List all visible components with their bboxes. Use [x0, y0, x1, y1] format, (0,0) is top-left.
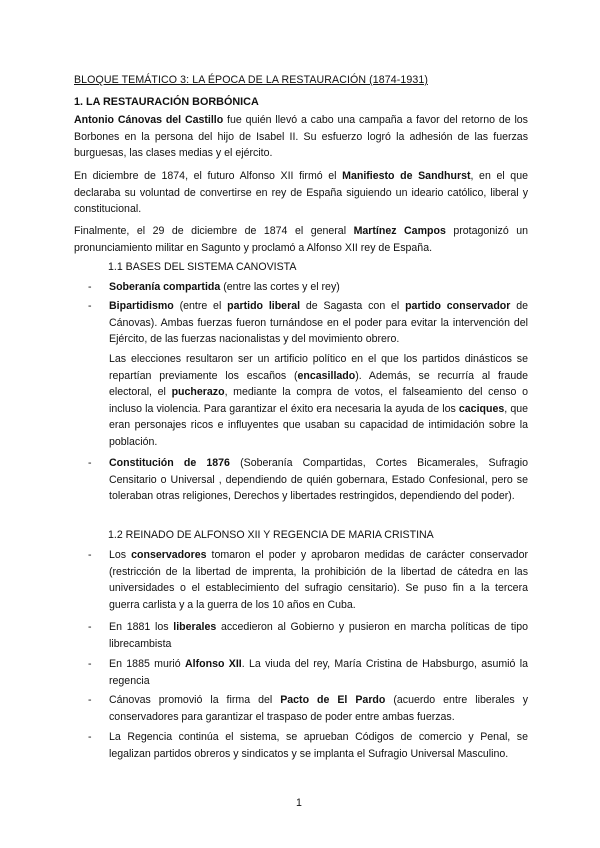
dash-marker: - — [88, 731, 92, 743]
dash-marker: - — [88, 457, 92, 469]
dash-marker: - — [88, 300, 92, 312]
paragraph-martinez-campos: Finalmente, el 29 de diciembre de 1874 el general Martínez Campos protagonizó un pronunciamiento militar en Sagunto y proclamó a Alfonso XII rey de España. — [74, 225, 528, 254]
paragraph-sandhurst: En diciembre de 1874, el futuro Alfonso XII firmó el Manifiesto de Sandhurst, en el que declaraba su voluntad de convertirse en rey de España siguiendo un ideario católico, liberal y constitucional. — [74, 170, 528, 216]
dash-marker: - — [88, 549, 92, 561]
page-number: 1 — [296, 797, 302, 809]
list-item: - Bipartidismo (entre el partido liberal de Sagasta con el partido conservador de Cánovas). Ambas fuerzas fueron turnándose en el poder para evitar la intervención del Ejército, de las fuerzas nacionalistas y del movimiento obrero. — [88, 300, 528, 346]
dash-marker: - — [88, 694, 92, 706]
paragraph-canovas: Antonio Cánovas del Castillo fue quién llevó a cabo una campaña a favor del retorno de los Borbones en la persona del hijo de Isabel II. Su esfuerzo logró la adhesión de las fuerzas burguesas, las clases medias y el ejército. — [74, 114, 528, 160]
section-title: 1. LA RESTAURACIÓN BORBÓNICA — [74, 96, 259, 108]
subsection-title-reinado: 1.2 REINADO DE ALFONSO XII Y REGENCIA DE MARIA CRISTINA — [108, 529, 434, 541]
dash-marker: - — [88, 658, 92, 670]
list-item: - La Regencia continúa el sistema, se aprueban Códigos de comercio y Penal, se legalizan partidos obreros y sindicatos y se implanta el Sufragio Universal Masculino. — [88, 731, 528, 760]
list-item: - Soberanía compartida (entre las cortes y el rey) — [88, 279, 528, 296]
list-item: - Constitución de 1876 (Soberanía Compartidas, Cortes Bicamerales, Sufragio Censitario o Universal , dependiendo de quién gobernara, Estado Confesional, pero se toleraban otras religiones, Derechos y libertades restringidos, dependiendo del poder). — [88, 457, 528, 503]
list-item: - Los conservadores tomaron el poder y aprobaron medidas de carácter conservador (restricción de la libertad de imprenta, la prohibición de la libertad de cátedra en las universidades o el establecimiento del sufragio censitario). Se puso fin a la tercera guerra carlista y a la guerra de los 10 años en Cuba. — [88, 549, 528, 611]
list-item: - En 1885 murió Alfonso XII. La viuda del rey, María Cristina de Habsburgo, asumió la regencia — [88, 658, 528, 687]
dash-marker: - — [88, 281, 92, 293]
elections-note: Las elecciones resultaron ser un artificio político en el que los partidos dinásticos se repartían previamente los escaños (encasillado). Además, se recurría al fraude electoral, el pucherazo, mediante la compra de votos, el falseamiento del censo o incluso la violencia. Para garantizar el éxito era necesaria la ayuda de los caciques, que eran personajes ricos e influyentes que usaban su capacidad de intimidación sobre la población. — [109, 353, 529, 448]
list-item: - En 1881 los liberales accedieron al Gobierno y pusieron en marcha políticas de tipo librecambista — [88, 621, 528, 650]
dash-marker: - — [88, 621, 92, 633]
document-title: BLOQUE TEMÁTICO 3: LA ÉPOCA DE LA RESTAURACIÓN (1874-1931) — [74, 74, 428, 86]
subsection-title-bases: 1.1 BASES DEL SISTEMA CANOVISTA — [108, 261, 297, 273]
list-item: - Cánovas promovió la firma del Pacto de El Pardo (acuerdo entre liberales y conservadores para garantizar el traspaso de poder entre ambas fuerzas. — [88, 694, 529, 723]
